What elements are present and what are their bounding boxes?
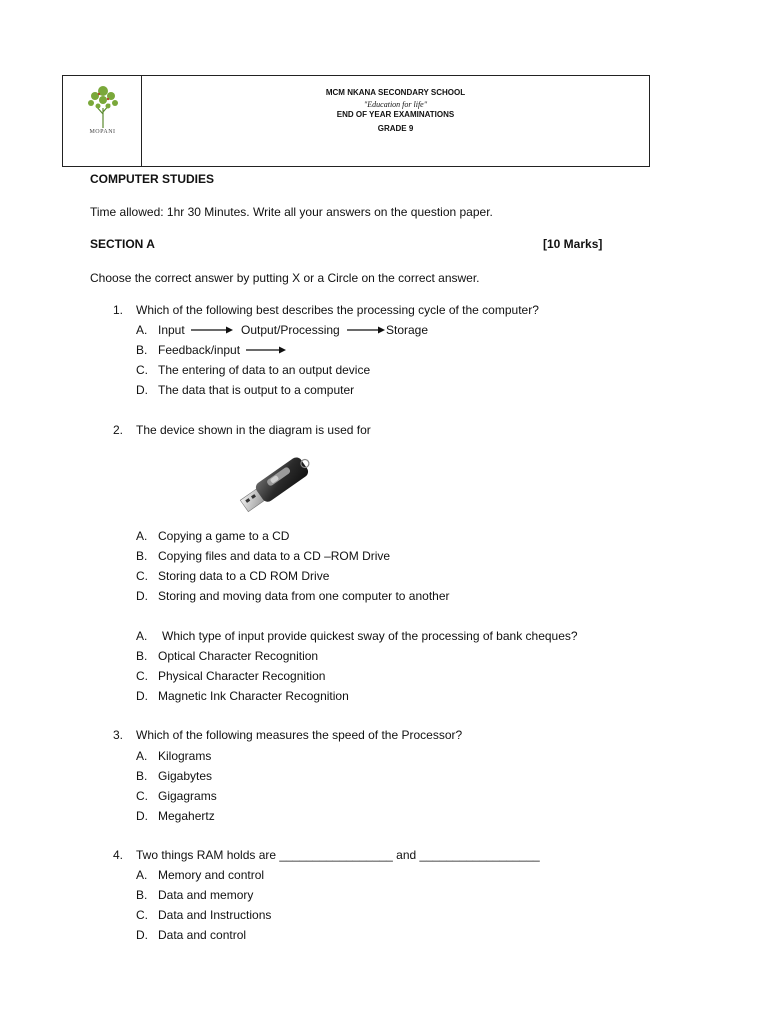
option-text: Megahertz	[158, 809, 215, 823]
school-name: MCM NKANA SECONDARY SCHOOL	[325, 88, 466, 97]
school-motto: "Education for life"	[363, 100, 428, 109]
arrow-right-icon	[190, 325, 234, 335]
option-a-input: Input	[158, 323, 185, 337]
option-text: Gigagrams	[158, 789, 217, 803]
option-text: Magnetic Ink Character Recognition	[158, 689, 349, 703]
option-text: Physical Character Recognition	[158, 669, 326, 683]
option-text: Feedback/input	[158, 343, 241, 357]
question-text: Which of the following best describes the processing cycle of the computer?	[136, 303, 539, 317]
option-text: Copying files and data to a CD –ROM Drive	[158, 549, 391, 563]
arrow-right-icon	[346, 325, 386, 335]
option-letter: D.	[136, 689, 148, 703]
option-letter: C.	[136, 908, 148, 922]
option-letter: D.	[136, 589, 148, 603]
option-letter: B.	[136, 888, 148, 902]
option-text: Optical Character Recognition	[158, 649, 319, 663]
option-text: Kilograms	[158, 749, 212, 763]
option-letter: C.	[136, 363, 148, 377]
option-a-storage: Storage	[386, 323, 429, 337]
logo-text: MOPANI	[89, 129, 116, 135]
question-number: 3.	[113, 728, 124, 742]
question-text: Two things RAM holds are _________________ and __________________	[136, 848, 540, 862]
exam-header-box	[62, 75, 650, 167]
option-letter: A.	[136, 629, 148, 643]
option-letter: C.	[136, 569, 148, 583]
option-letter: A.	[136, 323, 148, 337]
option-text: Data and Instructions	[158, 908, 272, 922]
option-text: Storing and moving data from one computer to another	[158, 589, 450, 603]
option-letter: A.	[136, 749, 148, 763]
option-letter: A.	[136, 529, 148, 543]
question-text: Which type of input provide quickest sway of the processing of bank cheques?	[162, 629, 578, 643]
option-letter: D.	[136, 928, 148, 942]
option-letter: D.	[136, 383, 148, 397]
question-number: 4.	[113, 848, 124, 862]
subject-title: COMPUTER STUDIES	[90, 172, 215, 186]
option-letter: B.	[136, 649, 148, 663]
question-text: Which of the following measures the speed of the Processor?	[136, 728, 463, 742]
logo-cell	[63, 76, 142, 166]
option-text: Data and control	[158, 928, 247, 942]
option-text: Data and memory	[158, 888, 254, 902]
option-text: Copying a game to a CD	[158, 529, 290, 543]
usb-flash-drive-image	[230, 445, 322, 525]
option-letter: B.	[136, 343, 148, 357]
tree-logo-icon	[81, 82, 125, 130]
option-letter: C.	[136, 669, 148, 683]
time-instructions: Time allowed: 1hr 30 Minutes. Write all your answers on the question paper.	[90, 205, 493, 219]
question-number: 2.	[113, 423, 124, 437]
grade-label: GRADE 9	[377, 124, 414, 133]
option-text: The entering of data to an output device	[158, 363, 371, 377]
option-text: The data that is output to a computer	[158, 383, 355, 397]
section-title: SECTION A	[90, 237, 155, 251]
question-text: The device shown in the diagram is used for	[136, 423, 371, 437]
option-letter: C.	[136, 789, 148, 803]
directions: Choose the correct answer by putting X or a Circle on the correct answer.	[90, 271, 480, 285]
section-marks: [10 Marks]	[543, 237, 603, 251]
exam-title: END OF YEAR EXAMINATIONS	[336, 110, 455, 119]
option-a-output-processing: Output/Processing	[241, 323, 340, 337]
option-text: Storing data to a CD ROM Drive	[158, 569, 330, 583]
option-letter: B.	[136, 769, 148, 783]
option-letter: D.	[136, 809, 148, 823]
option-text: Memory and control	[158, 868, 265, 882]
option-text: Gigabytes	[158, 769, 213, 783]
option-letter: A.	[136, 868, 148, 882]
arrow-right-icon	[245, 345, 287, 355]
option-letter: B.	[136, 549, 148, 563]
question-number: 1.	[113, 303, 124, 317]
